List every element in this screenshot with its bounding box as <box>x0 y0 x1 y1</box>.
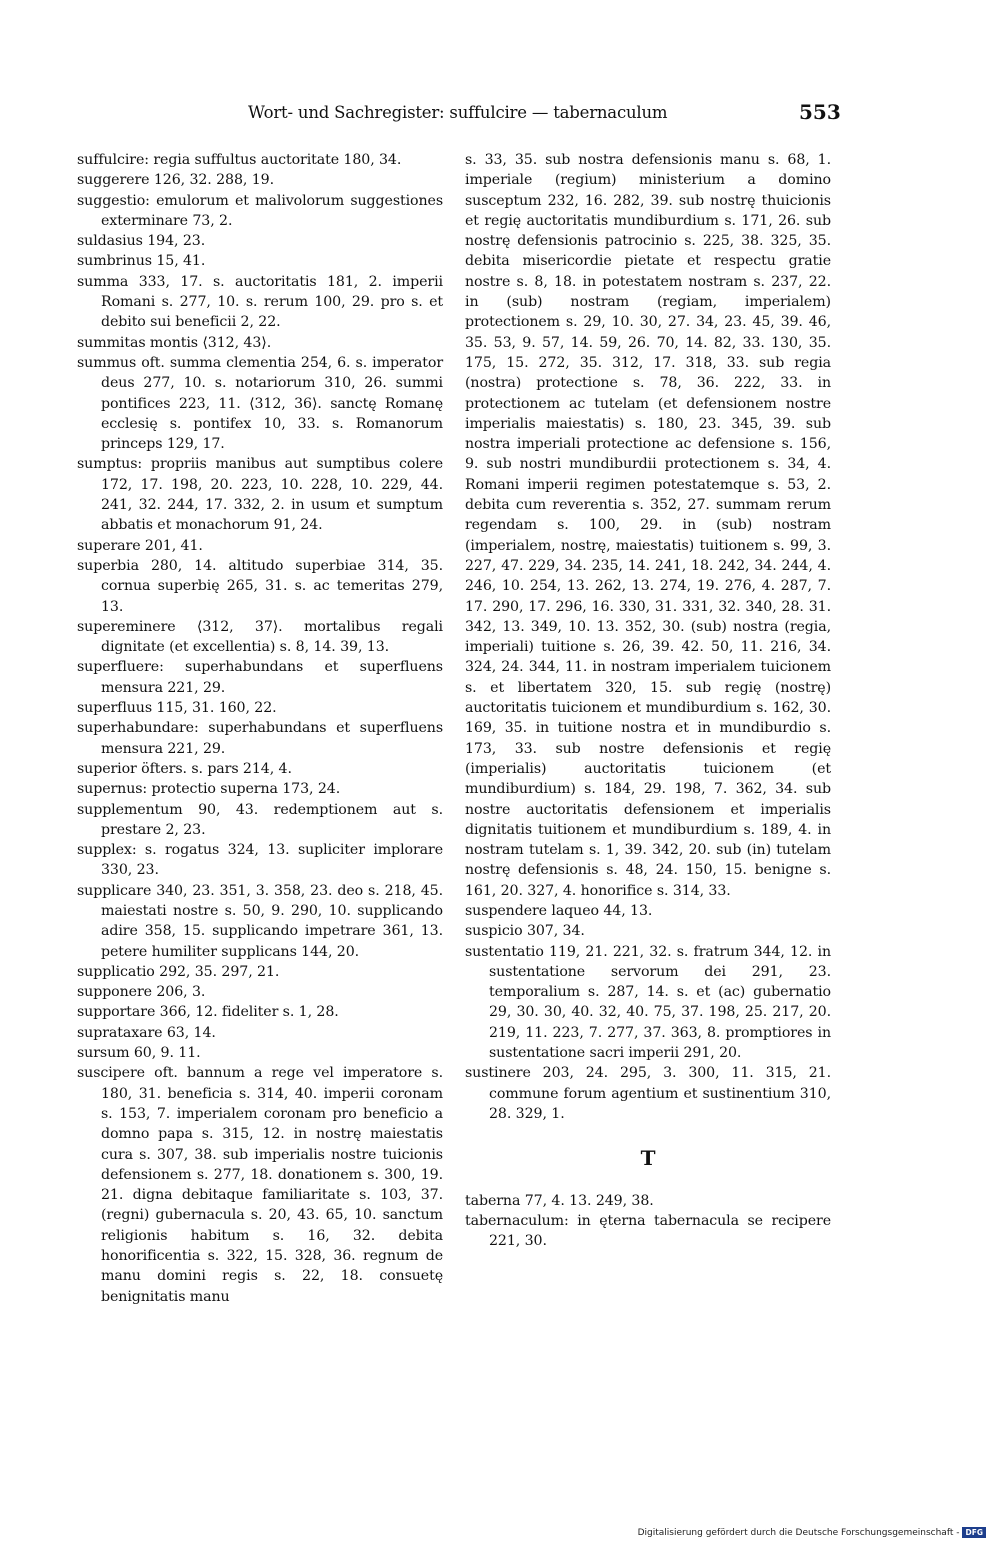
index-entry: supplicare 340, 23. 351, 3. 358, 23. deo s. 218, 45. maiestati nostre s. 50, 9. 290, 10. supplicando adire 358, 15. supplicando impetrare 361, 13. petere humiliter supplicans 144, 20. <box>77 882 443 960</box>
page-number: 553 <box>799 100 841 124</box>
index-entry: supponere 206, 3. <box>77 984 206 1001</box>
index-entry: supplementum 90, 43. redemptionem aut s. prestare 2, 23. <box>77 801 443 838</box>
digitization-footer <box>638 1527 986 1538</box>
index-entry: sustentatio 119, 21. 221, 32. s. fratrum 344, 12. in sustentatione servorum dei 291, 23. temporalium s. 287, 14. s. et (ac) gubernatio 29, 30. 30, 40. 32, 40. 75, 37. 198, 25. 217, 20. 219, 11. 223, 7. 277, 37. 363, 8. promptiores in sustentatione sacri imperii 291, 20. <box>465 943 831 1062</box>
index-entry: superfluere: superhabundans et superfluens mensura 221, 29. <box>77 659 443 696</box>
index-entry: supereminere ⟨312, 37⟩. mortalibus regali dignitate (et excellentia) s. 8, 14. 39, 13. <box>77 618 443 656</box>
index-entry: taberna 77, 4. 13. 249, 38. <box>465 1192 654 1209</box>
index-entry: supplex: s. rogatus 324, 13. supliciter implorare 330, 23. <box>77 842 443 879</box>
index-entry: supportare 366, 12. fideliter s. 1, 28. <box>77 1004 339 1021</box>
index-entry: sumptus: propriis manibus aut sumptibus colere 172, 17. 198, 20. 223, 10. 228, 10. 229, 44. 241, 32. 244, 17. 332, 2. in usum et sumptum abbatis et monachorum 91, 24. <box>77 456 443 534</box>
right-column <box>465 150 831 1251</box>
index-entry: suprataxare 63, 14. <box>77 1024 216 1041</box>
index-entry: sumbrinus 15, 41. <box>77 253 206 270</box>
index-entry: supernus: protectio superna 173, 24. <box>77 781 341 798</box>
left-column <box>77 150 443 1307</box>
index-entry: superfluus 115, 31. 160, 22. <box>77 700 277 717</box>
dfg-logo: DFG <box>962 1527 986 1538</box>
index-entry: suggestio: emulorum et malivolorum suggestiones exterminare 73, 2. <box>77 192 443 229</box>
index-entry: suldasius 194, 23. <box>77 233 206 250</box>
index-entry: summus oft. summa clementia 254, 6. s. imperator deus 277, 10. s. notariorum 310, 26. summi pontifices 223, 11. ⟨312, 36⟩. sanctę Romanę ecclesię s. pontifex 10, 33. s. Romanorum princeps 129, 17. <box>77 354 443 453</box>
running-title: Wort- und Sachregister: suffulcire — tabernaculum <box>248 103 668 122</box>
index-entry: suggerere 126, 32. 288, 19. <box>77 172 274 189</box>
index-entry: superhabundare: superhabundans et superfluens mensura 221, 29. <box>77 720 443 757</box>
index-entry: suspendere laqueo 44, 13. <box>465 902 653 919</box>
index-entry: suffulcire: regia suffultus auctoritate 180, 34. <box>77 152 402 168</box>
index-entry: sursum 60, 9. 11. <box>77 1045 201 1062</box>
index-entry: summitas montis ⟨312, 43⟩. <box>77 334 272 351</box>
page-header <box>0 100 1000 130</box>
index-entry: tabernaculum: in ęterna tabernacula se recipere 221, 30. <box>465 1212 831 1250</box>
entry-continuation: s. 33, 35. sub nostra defensionis manu s. 68, 1. imperiale (regium) ministerium a domino susceptum 232, 16. 282, 39. sub nostrę thuicionis et regię auctoritatis mundiburdium s. 171, 26. sub nostrę defensionis patrocinio s. 225, 38. 325, 35. debita misericordie pietate et respectu gratie nostre s. 8, 18. in potestatem nostram s. 237, 22. in (sub) nostram (regiam, imperialem) protectionem s. 29, 10. 30, 27. 34, 23. 45, 39. 46, 35. 53, 9. 57, 14. 59, 26. 70, 14. 82, 33. 130, 35. 175, 15. 272, 35. 312, 17. 318, 33. sub regia (nostra) protectione s. 78, 36. 222, 33. in protectionem ac tutelam (et defensionem nostre imperialis maiestatis) s. 180, 23. 345, 39. sub nostra imperiali protectione ac defensione s. 156, 9. sub nostri mundiburdii protectionem s. 34, 4. Romani imperii regimen potestatemque s. 53, 2. debita cum reverentia s. 352, 27. summam rerum regendam s. 100, 29. in (sub) nostram (imperialem, nostrę, maiestatis) tuitionem s. 99, 3. 227, 47. 229, 34. 235, 14. 241, 18. 242, 34. 244, 4. 246, 10. 254, 13. 262, 13. 274, 19. 276, 4. 287, 7. 17. 290, 17. 296, 16. 330, 31. 331, 32. 340, 28. 31. 342, 13. 349, 10. 13. 352, 30. (sub) nostra (regia, imperiali) tuitione s. 26, 39. 42. 50, 11. 216, 34. 324, 24. 344, 11. in nostram imperialem tuicionem s. et libertatem 320, 15. sub regię (nostrę) auctoritatis tuicionem et mundiburdium s. 162, 30. 169, 35. in tuitione nostra et in mundiburdio s. 173, 33. sub nostre defensionis et regię (imperialis) auctoritatis tuicionem (et mundiburdium) s. 184, 29. 198, 7. 362, 34. sub nostre auctoritatis defensionem et imperialis dignitatis tuitionem et mundiburdium s. 189, 4. in nostram tutelam s. 1, 39. 342, 20. sub (in) tutelam nostrę defensionis s. 48, 24. 150, 15. benigne s. 161, 20. 327, 4. honorifice s. 314, 33. <box>465 152 831 899</box>
index-entry: supplicatio 292, 35. 297, 21. <box>77 963 280 980</box>
index-entry: summa 333, 17. s. auctoritatis 181, 2. imperii Romani s. 277, 10. s. rerum 100, 29. pro s. et debito sui beneficii 2, 22. <box>77 273 443 331</box>
index-entry: superare 201, 41. <box>77 537 203 554</box>
index-entry: suspicio 307, 34. <box>465 923 585 940</box>
section-letter: T <box>640 1146 656 1171</box>
footer-text: Digitalisierung gefördert durch die Deutsche Forschungsgemeinschaft - <box>637 1528 960 1538</box>
index-entry: sustinere 203, 24. 295, 3. 300, 11. 315, 21. commune forum agentium et sustinentium 310, 28. 329, 1. <box>465 1065 831 1122</box>
index-entry: suscipere oft. bannum a rege vel imperatore s. 180, 31. beneficia s. 314, 40. imperii coronam s. 153, 7. imperialem coronam pro beneficio a domno papa s. 315, 12. in nostrę maiestatis cura s. 307, 38. sub imperialis nostre tuicionis defensionem s. 277, 18. donationem s. 300, 19. 21. digna debitaque familiaritate s. 103, 37. (regni) gubernacula s. 20, 43. 65, 10. sanctum religionis habitum s. 16, 32. debita honorificentia s. 322, 15. 328, 36. regnum de manu domini regis s. 22, 18. consuetę benignitatis manu <box>77 1065 443 1305</box>
index-entry: superbia 280, 14. altitudo superbiae 314, 35. cornua superbię 265, 31. s. ac temeritas 279, 13. <box>77 557 443 615</box>
index-entry: superior öfters. s. pars 214, 4. <box>77 760 292 777</box>
